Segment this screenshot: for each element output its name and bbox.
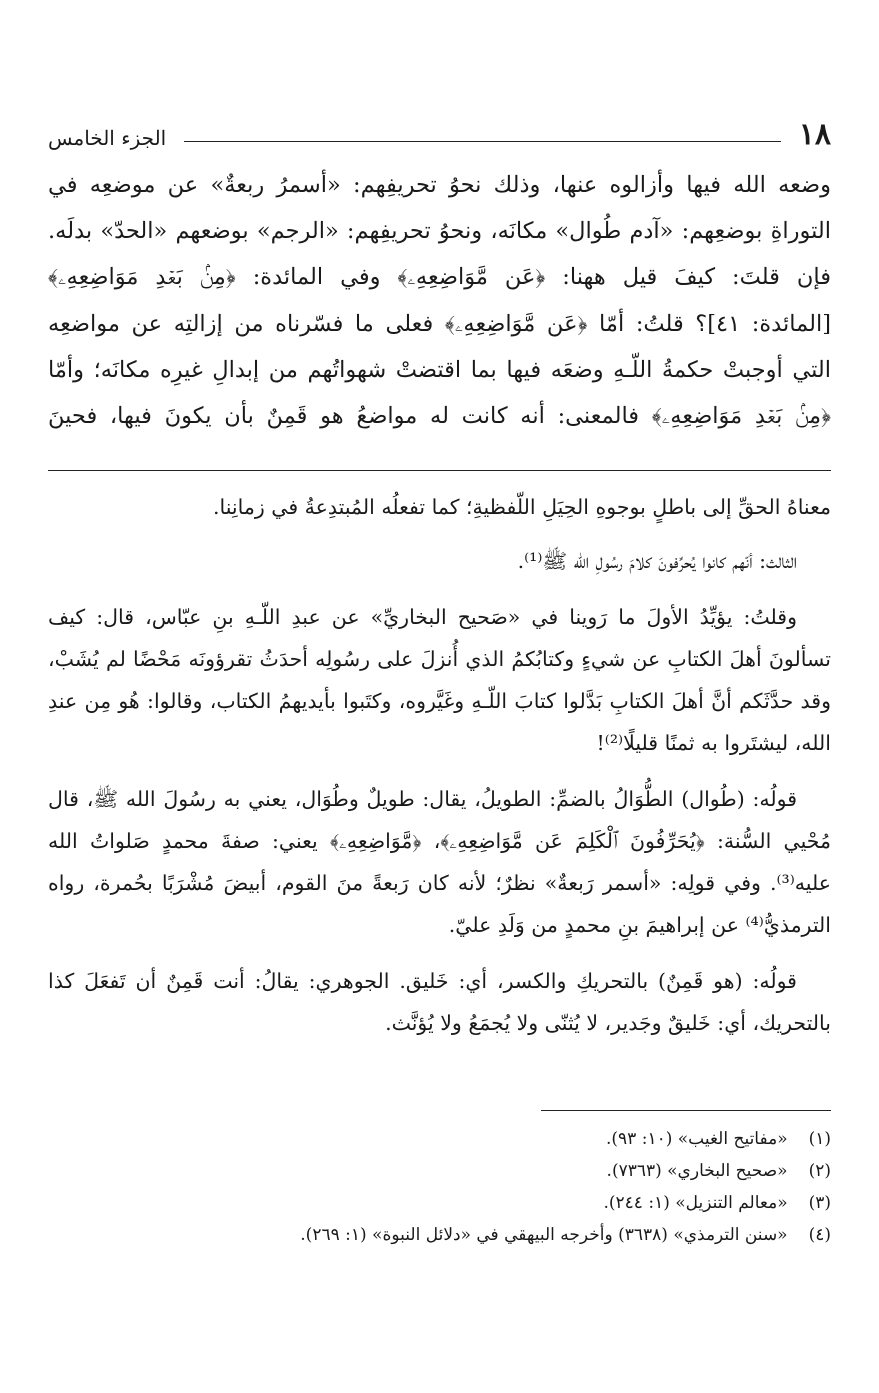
footnote [48, 1124, 831, 1154]
main-text [48, 162, 831, 439]
footnote-text: «سنن الترمذي» (٣٦٣٨) وأخرجه البيهقي في «دلائل النبوة» (١: ٢٦٩). [300, 1225, 788, 1245]
footnotes [48, 1124, 831, 1252]
main-text-line: التوراةِ بوضعِهم: «آدم طُوال» مكانَه، ونحوُ تحريفِهم: «الرجم» بوضعهم «الحدّ» بدلَه. [48, 218, 831, 245]
footnote [48, 1220, 831, 1250]
footnote-number: (١) [808, 1129, 831, 1149]
footnote [48, 1156, 831, 1186]
running-title: الجزء الخامس [48, 126, 167, 150]
page-header [48, 110, 831, 150]
footnote-text: «صحيح البخاري» (٧٣٦٣). [606, 1161, 788, 1181]
commentary-paragraph: قولُه: (طُوال) الطُّوَالُ بالضمِّ: الطويلُ، يقال: طويلٌ وطُوَال، يعني به رسُولَ الله ﷺ، قال مُحْيي السُّنة: ﴿يُحَرِّفُونَ ٱلْكَلِمَ عَن مَّوَاضِعِهِۦ﴾، ﴿مَّوَاضِعِهِۦ﴾ يعني: صفةَ محمدٍ صَلواتُ الله عليه⁽³⁾. وفي قولِه: «أسمر رَبعةٌ» نظرٌ؛ لأنه كان رَبعةً منَ القوم، أبيضَ مُشْرَبًا بحُمرة، رواه الترمذيُّ⁽⁴⁾ عن إبراهيمَ بنِ محمدٍ من وَلَدِ عليّ. [48, 787, 831, 937]
footnote-rule [541, 1110, 831, 1111]
section-divider [48, 470, 831, 471]
page-number: ١٨ [798, 117, 831, 152]
main-text-line: التي أوجبتْ حكمةُ اللّـهِ وضعَه فيها بما اقتضتْ شهواتُهم من إبدالِ غيرِه مكانَه؛ وأمّا [48, 356, 831, 383]
main-text-line: ﴿مِنۢ بَعۡدِ مَوَاضِعِهِۦ﴾ فالمعنى: أنه كانت له مواضعُ هو قَمِنٌ بأن يكونَ فيها، فحينَ [48, 403, 831, 430]
footnote-text: «مفاتيح الغيب» (١٠: ٩٣). [605, 1129, 788, 1149]
commentary-paragraph: قولُه: (هو قَمِنٌ) بالتحريكِ والكسر، أي: خَليق. الجوهري: يقالُ: أنت قَمِنٌ أن تَفعَلَ كذا بالتحريك، أي: خَليقٌ وجَدير، لا يُثنّى ولا يُجمَعُ ولا يُؤنَّث. [48, 969, 831, 1035]
header-rule [184, 141, 781, 142]
footnote-number: (٢) [808, 1161, 831, 1181]
footnote [48, 1188, 831, 1218]
footnote-number: (٣) [808, 1193, 831, 1213]
commentary [48, 486, 831, 1058]
main-text-line: [المائدة: ٤١]؟ قلتُ: أمّا ﴿عَن مَّوَاضِعِهِۦ﴾ فعلى ما فسّرناه من إزالتِه عن مواضعِه [48, 310, 831, 337]
footnote-number: (٤) [808, 1225, 831, 1245]
book-page [48, 0, 831, 1393]
main-text-line: وضعه الله فيها وأزالوه عنها، وذلك نحوُ تحريفِهم: «أسمرُ ربعةٌ» عن موضعِه في [48, 172, 831, 198]
footnote-text: «معالم التنزيل» (١: ٢٤٤). [603, 1193, 788, 1213]
commentary-paragraph: معناهُ الحقِّ إلى باطلٍ بوجوهِ الحِيَلِ اللّفظيةِ؛ كما تفعلُه المُبتدِعةُ في زمانِنا. [212, 495, 831, 519]
commentary-paragraph: الثالث: أنّهم كانوا يُحرِّفونَ كلامَ رسُولِ الله ﷺ⁽¹⁾. [517, 549, 797, 573]
main-text-line: فإن قلتَ: كيفَ قيل ههنا: ﴿عَن مَّوَاضِعِهِۦ﴾ وفي المائدة: ﴿مِنۢ بَعۡدِ مَوَاضِعِهِۦ﴾ [48, 264, 831, 291]
commentary-paragraph: وقلتُ: يؤيِّدُ الأولَ ما رَوينا في «صَحيح البخاريِّ» عن عبدِ اللّـهِ بنِ عبّاس، قال: كيف تسألونَ أهلَ الكتابِ عن شيءٍ وكتابُكمُ الذي أُنزلَ على رسُولِه أحدَثُ تقرؤونَه مَحْضًا لم يُشَبْ، وقد حدَّثَكم أنَّ أهلَ الكتابِ بَدَّلوا كتابَ اللّـهِ وغَيَّروه، وكتَبوا بأيديهمُ الكتاب، وقالوا: هُو مِن عندِ الله، ليشتَروا به ثمنًا قليلًا⁽²⁾! [48, 605, 831, 755]
